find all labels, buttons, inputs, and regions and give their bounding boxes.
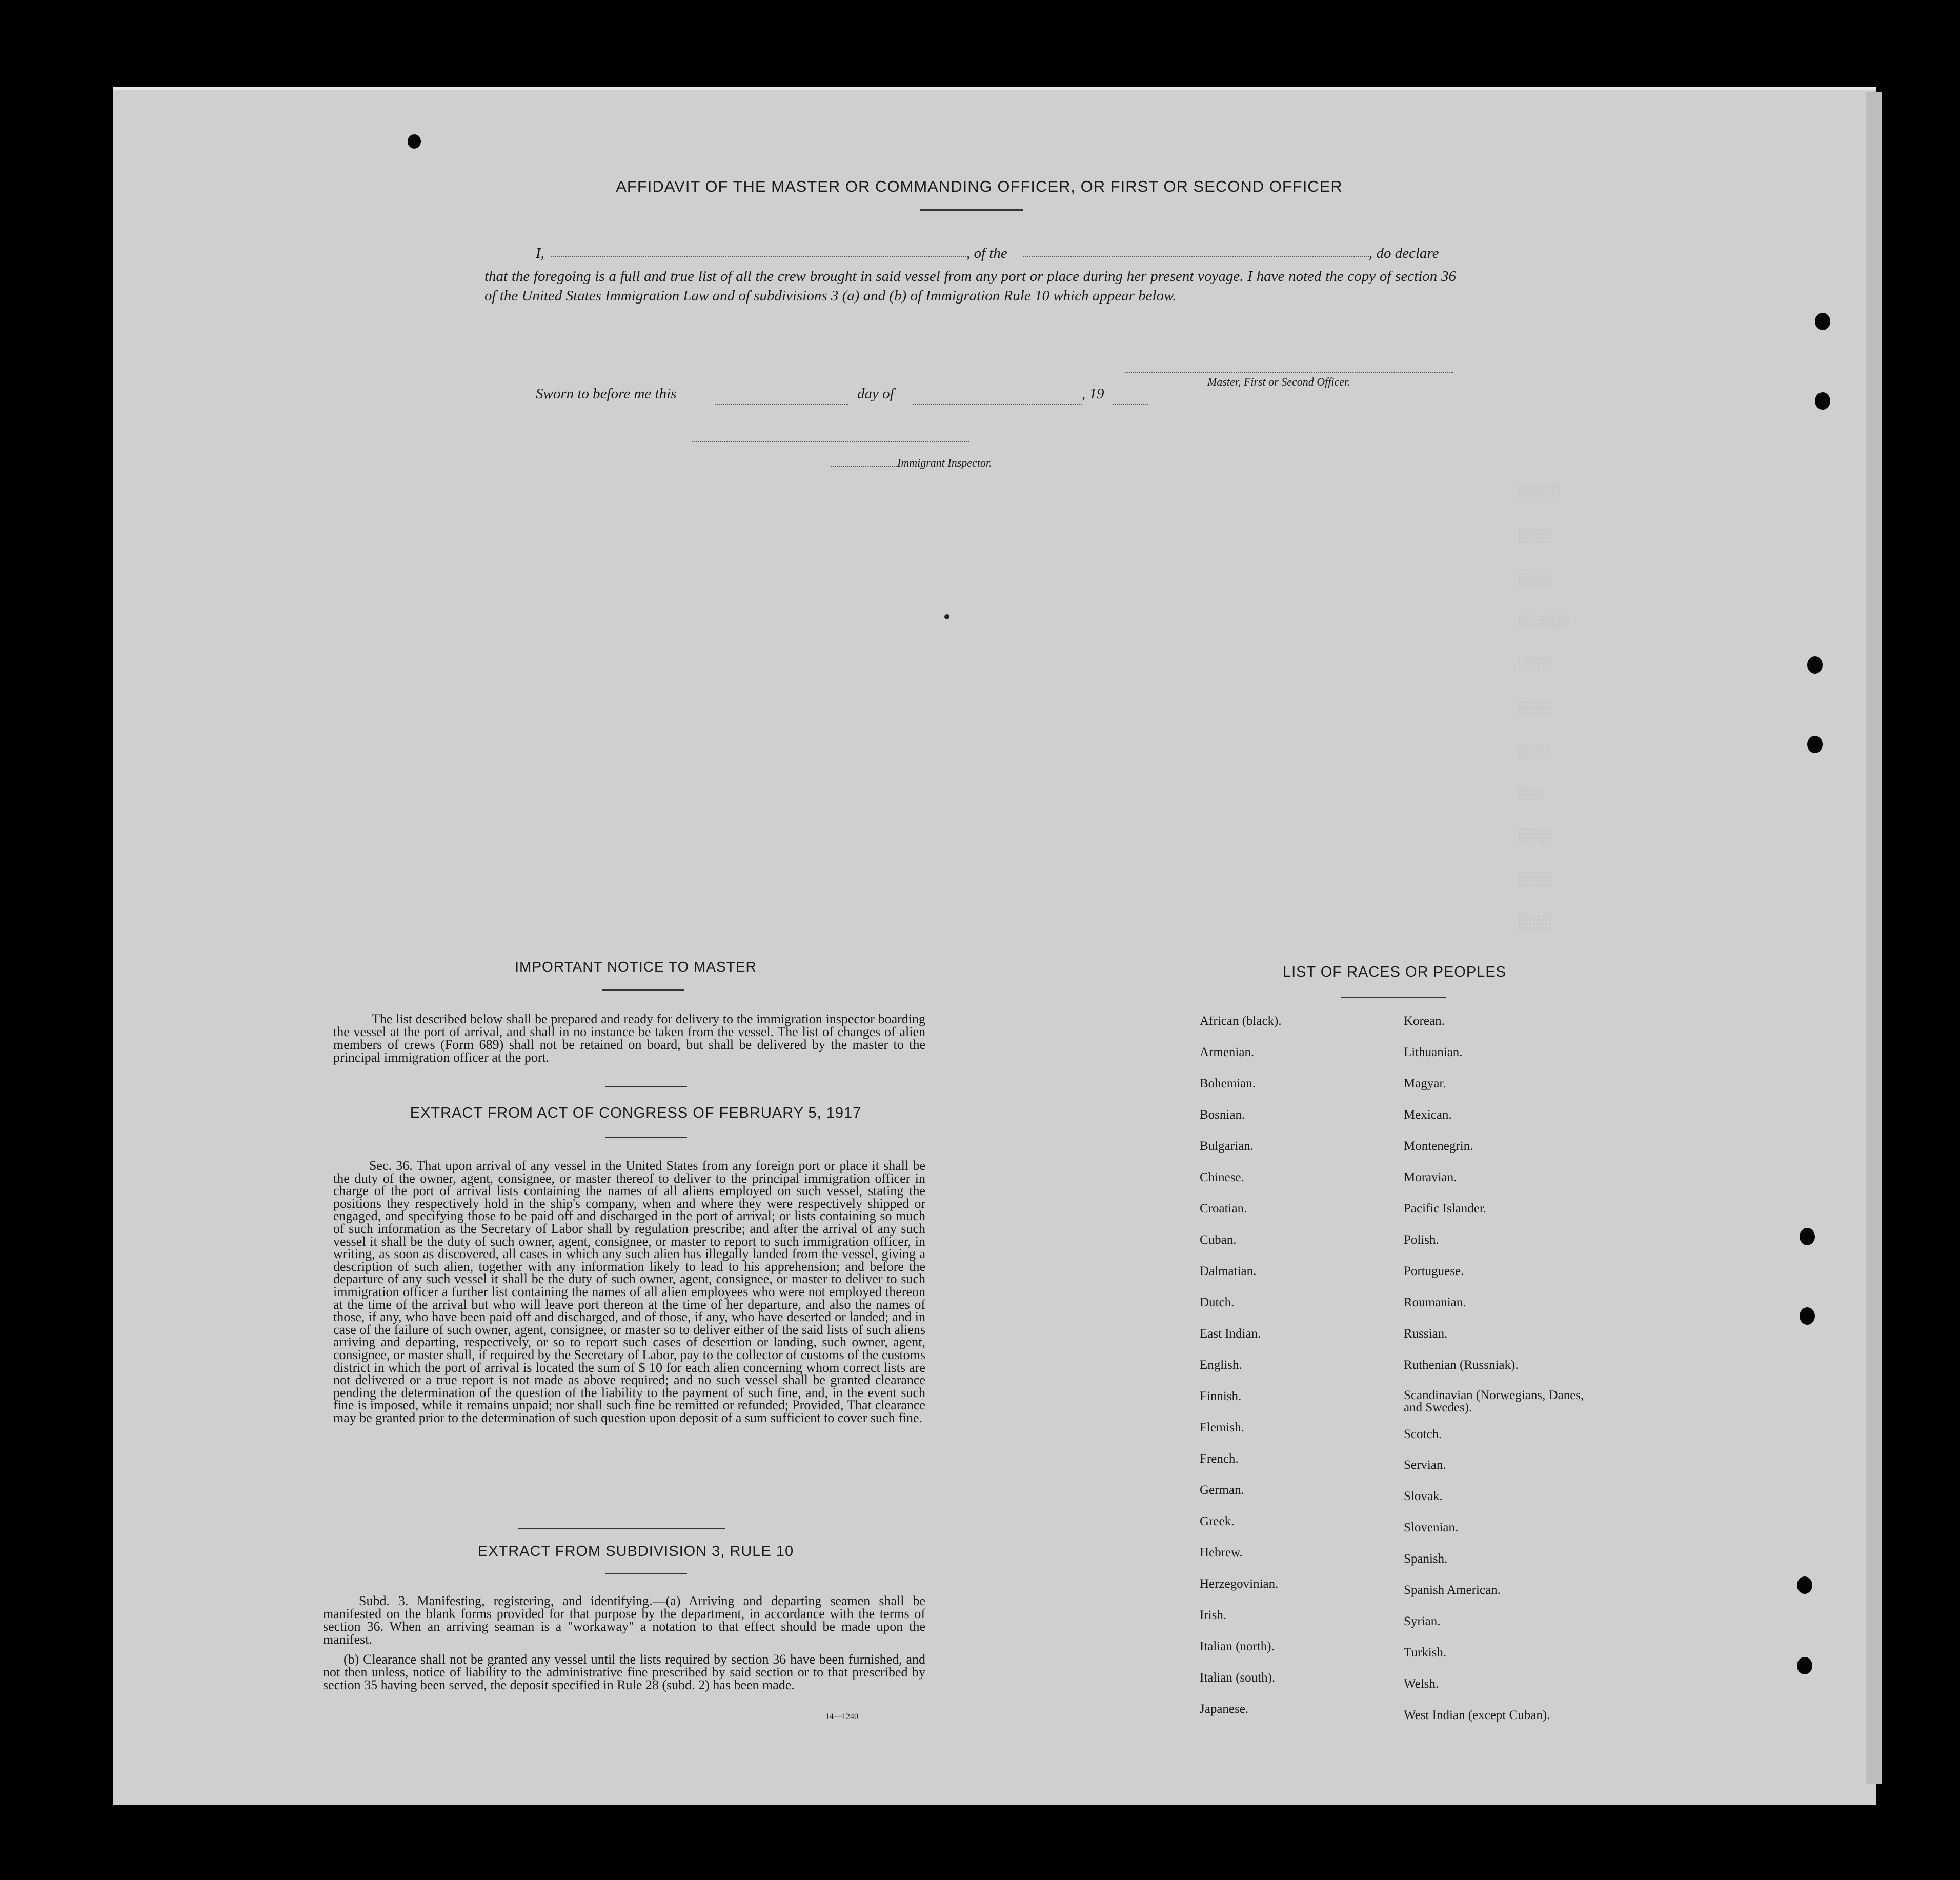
binder-hole: [1800, 1307, 1815, 1325]
race-item: Cuban.: [1200, 1233, 1237, 1247]
sworn-year-blank[interactable]: [1113, 404, 1148, 405]
rule-para-b: (b) Clearance shall not be granted any vessel until the lists required by section 36 have been furnished, and not then unless, notice of liability to the administrative fine prescribed by said section or to that prescribed by section 35 having been served, the deposit specified in Rule 28 (subd. 2) has been made.: [323, 1652, 925, 1692]
binder-hole: [1815, 313, 1830, 330]
race-item: Korean.: [1404, 1014, 1445, 1028]
race-item: Pacific Islander.: [1404, 1202, 1487, 1216]
binder-hole: [1800, 1228, 1815, 1245]
rule-para-a: Subd. 3. Manifesting, registering, and identifying.—(a) Arriving and departing seamen shall be manifested on the blank forms provided for that purpose by the department, in accordance with the terms of section 36. When an arriving seaman is a "workaway" a notation to that effect should be made upon the manifest.: [323, 1593, 925, 1647]
divider: [602, 989, 684, 991]
notice-title: IMPORTANT NOTICE TO MASTER: [515, 959, 757, 975]
race-item: Mexican.: [1404, 1108, 1452, 1122]
races-column-1: [1200, 1014, 1369, 1733]
year-label: , 19: [1082, 386, 1104, 402]
day-of-label: day of: [857, 386, 894, 402]
race-item: Dalmatian.: [1200, 1264, 1257, 1278]
race-item: Dutch.: [1200, 1296, 1235, 1309]
act-title: EXTRACT FROM ACT OF CONGRESS OF FEBRUARY 5, 1917: [410, 1105, 862, 1121]
vessel-blank[interactable]: [1023, 256, 1369, 257]
divider: [605, 1137, 687, 1138]
stray-mark: [944, 614, 949, 619]
race-item: Italian (north).: [1200, 1640, 1275, 1653]
race-item: Servian.: [1404, 1458, 1446, 1472]
race-item: Syrian.: [1404, 1614, 1441, 1628]
race-item: Greek.: [1200, 1514, 1235, 1528]
race-item: Irish.: [1200, 1608, 1227, 1622]
race-item: Scotch.: [1404, 1427, 1442, 1441]
race-item: Armenian.: [1200, 1045, 1255, 1059]
race-item: Turkish.: [1404, 1646, 1447, 1660]
binder-hole: [1807, 656, 1823, 674]
race-item: Portuguese.: [1404, 1264, 1464, 1278]
affidavit-of-the-label: , of the: [966, 245, 1007, 261]
sworn-day-blank[interactable]: [715, 404, 848, 405]
race-item: Bohemian.: [1200, 1077, 1256, 1090]
race-item: Finnish.: [1200, 1389, 1242, 1403]
binder-hole: [1807, 736, 1823, 753]
rule-title: EXTRACT FROM SUBDIVISION 3, RULE 10: [477, 1543, 794, 1560]
binder-hole: [1797, 1657, 1812, 1674]
binder-hole: [408, 134, 421, 149]
act-body: Sec. 36. That upon arrival of any vessel in the United States from any foreign port or place it shall be the duty of the owner, agent, consignee, or master thereof to deliver to the principal immigration officer in charge of the port of arrival lists containing the names of all aliens employed on such vessel, stating the positions they respectively hold in the ship's company, when and where they were respectively shipped or engaged, and specifying those to be paid off and discharged in the port of arrival; or lists containing so much of such information as the Secretary of Labor shall by regulation prescribe; and after the arrival of any such vessel it shall be the duty of such owner, agent, consignee, or master to report to such immigration officer, in writing, as soon as discovered, all cases in which any such alien has illegally landed from the vessel, giving a description of such alien, together with any information likely to lead to his apprehension; and before the departure of any such vessel it shall be the duty of such owner, agent, consignee, or master to deliver to such immigration officer a further list containing the names of all alien employees who were not employed thereon at the time of the arrival but who will leave port thereon at the time of her departure, and also the names of those, if any, who have been paid off and discharged, and of those, if any, who have deserted or landed; and in case of the failure of such owner, agent, consignee, or master so to deliver either of the said lists of such aliens arriving and departing, respectively, or so to report such cases of desertion or landing, such owner, agent, consignee, or master shall, if required by the Secretary of Labor, pay to the collector of customs of the customs district in which the port of arrival is located the sum of $ 10 for each alien concerning whom correct lists are not delivered or a true report is not made as above required; and no such vessel shall be granted clearance pending the determination of the question of the liability to the payment of such fine, and, in the event such fine is imposed, while it remains unpaid; nor shall such fine be remitted or refunded; Provided, That clearance may be granted prior to the determination of such question upon deposit of a sum sufficient to cover such fine.: [333, 1158, 925, 1425]
form-number: 14—1240: [825, 1712, 858, 1721]
binder-hole: [1815, 392, 1830, 410]
sworn-label: Sworn to before me this: [536, 386, 677, 402]
race-item: Flemish.: [1200, 1421, 1244, 1434]
race-item: Ruthenian (Russniak).: [1404, 1358, 1519, 1372]
race-item: West Indian (except Cuban).: [1404, 1708, 1550, 1722]
race-item: Russian.: [1404, 1327, 1448, 1341]
inspector-signature-blank[interactable]: [692, 441, 969, 442]
races-column-2: [1404, 1014, 1588, 1740]
notice-body: The list described below shall be prepared and ready for delivery to the immigration inspector boarding the vessel at the port of arrival, and shall in no instance be taken from the vessel. The list of changes of alien members of crews (Form 689) shall not be retained on board, but shall be delivered by the master to the principal immigration officer at the port.: [333, 1012, 925, 1065]
race-item: German.: [1200, 1483, 1244, 1497]
sworn-month-blank[interactable]: [913, 404, 1082, 405]
race-item: Montenegrin.: [1404, 1139, 1473, 1153]
race-item: Scandinavian (Norwegians, Danes, and Swedes).: [1404, 1388, 1584, 1414]
affidavit-i-label: I,: [536, 245, 544, 261]
divider: [920, 209, 1023, 211]
page-edge: [1866, 92, 1882, 1784]
divider: [605, 1573, 687, 1574]
race-item: East Indian.: [1200, 1327, 1261, 1341]
race-item: Welsh.: [1404, 1677, 1439, 1691]
race-item: Chinese.: [1200, 1170, 1244, 1184]
race-item: Roumanian.: [1404, 1296, 1466, 1309]
race-item: Hebrew.: [1200, 1546, 1243, 1560]
inspector-label: Immigrant Inspector.: [897, 456, 992, 469]
race-item: English.: [1200, 1358, 1242, 1372]
bleed-through-column: ░░░░░ ░░░░ ░░░░ ░░░░░░ ░░░░ ░░░░ ░░░░ ░░░ ░░░░ ░░░░ ░░░░: [1518, 485, 1569, 932]
race-item: Slovak.: [1404, 1489, 1443, 1503]
race-item: Magyar.: [1404, 1077, 1446, 1090]
races-title: LIST OF RACES OR PEOPLES: [1282, 964, 1507, 980]
affidavit-body: that the foregoing is a full and true list of all the crew brought in said vessel from any port or place during her present voyage. I have noted the copy of section 36 of the United States Immigration Law and of subdivisions 3 (a) and (b) of Immigration Rule 10 which appear below.: [484, 268, 1456, 304]
race-item: Japanese.: [1200, 1702, 1249, 1716]
master-label: Master, First or Second Officer.: [1207, 375, 1350, 388]
race-item: African (black).: [1200, 1014, 1282, 1028]
race-item: Spanish American.: [1404, 1583, 1501, 1597]
race-item: Polish.: [1404, 1233, 1439, 1247]
race-item: Croatian.: [1200, 1202, 1247, 1216]
race-item: Bosnian.: [1200, 1108, 1245, 1122]
race-item: Bulgarian.: [1200, 1139, 1254, 1153]
race-item: Spanish.: [1404, 1552, 1448, 1566]
affidavit-declare-label: , do declare: [1369, 245, 1439, 261]
race-item: Lithuanian.: [1404, 1045, 1463, 1059]
divider: [1341, 997, 1446, 998]
affidavit-title: AFFIDAVIT OF THE MASTER OR COMMANDING OFFICER, OR FIRST OR SECOND OFFICER: [616, 177, 1343, 195]
divider: [518, 1528, 725, 1529]
name-blank[interactable]: [551, 256, 966, 257]
master-signature-blank[interactable]: [1125, 372, 1453, 373]
race-item: Slovenian.: [1404, 1521, 1459, 1534]
binder-hole: [1797, 1576, 1812, 1594]
race-item: French.: [1200, 1452, 1239, 1466]
inspector-line: [831, 466, 897, 467]
race-item: Moravian.: [1404, 1170, 1457, 1184]
race-item: Herzegovinian.: [1200, 1577, 1279, 1591]
divider: [605, 1086, 687, 1087]
race-item: Italian (south).: [1200, 1671, 1276, 1685]
